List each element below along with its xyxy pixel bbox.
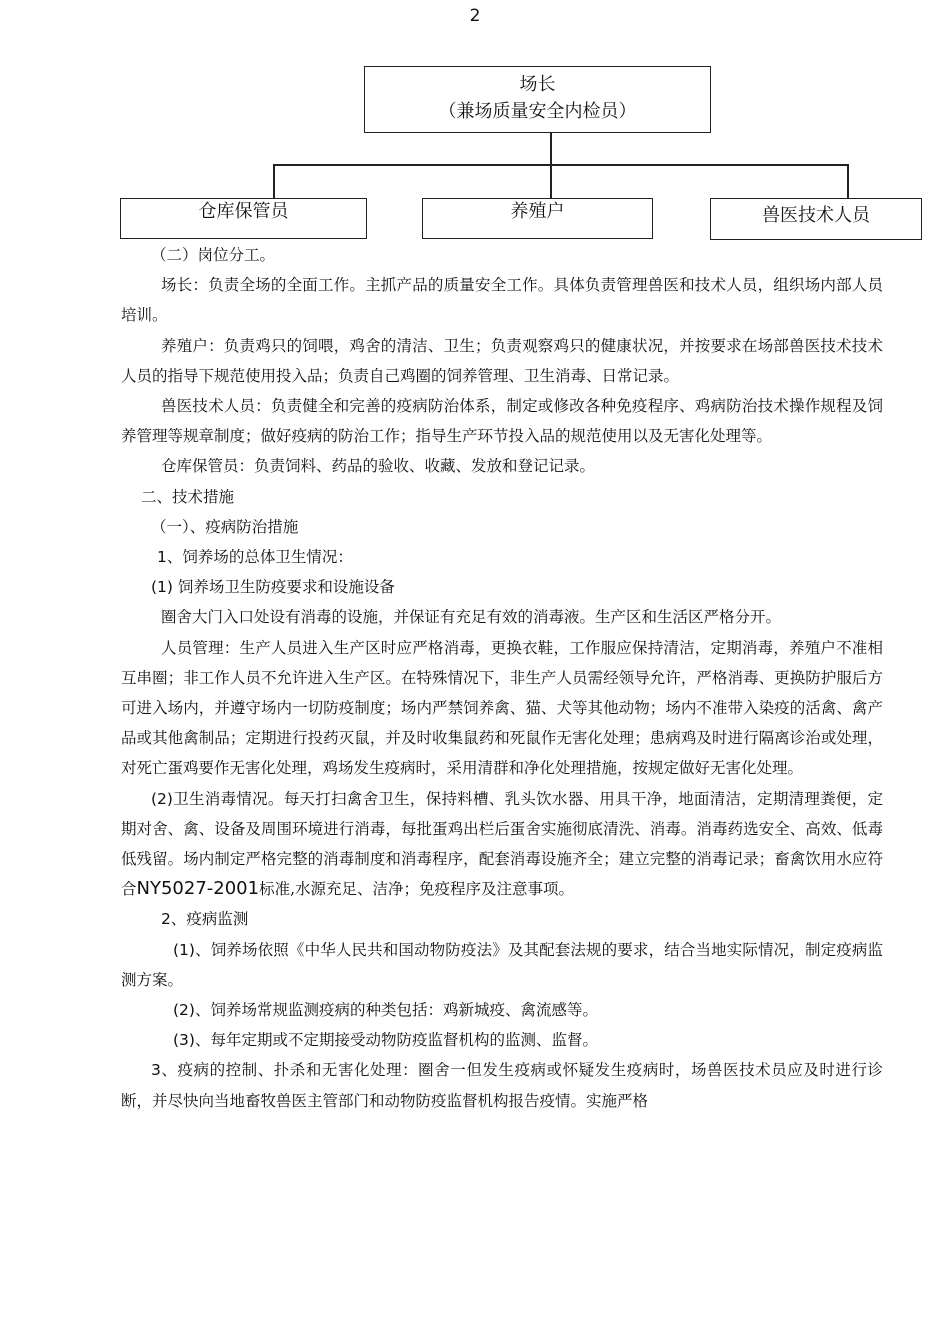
- org-chart-connector-horizontal: [273, 164, 848, 166]
- org-chart-warehouse-keeper-box: 仓库保管员: [120, 198, 367, 239]
- paragraph-personnel-management: 人员管理：生产人员进入生产区时应严格消毒，更换衣鞋，工作服应保持清洁，定期消毒，养殖户不准相互串圈；非工作人员不允许进入生产区。在特殊情况下，非生产人员需经领导允许，严格消毒、更换防护服后方可进入场内，并遵守场内一切防疫制度；场内严禁饲养禽、猫、犬等其他动物；场内不准带入染疫的活禽、禽产品或其他禽制品；定期进行投药灭鼠，并及时收集鼠药和死鼠作无害化处理；患病鸡及时进行隔离诊治或处理，对死亡蛋鸡要作无害化处理，鸡场发生疫病时，采用清群和净化处理措施，按规定做好无害化处理。: [121, 638, 883, 778]
- paragraph-sanitation: (2)卫生消毒情况。每天打扫禽舍卫生，保持料槽、乳头饮水器、用具干净，地面清洁，定期清理粪便，定期对舍、禽、设备及周围环境进行消毒，每批蛋鸡出栏后蛋舍实施彻底清洗、消毒。消毒药选安全、高效、低毒低残留。场内制定严格完整的消毒制度和消毒程序，配套消毒设施齐全；建立完整的消毒记录；畜禽饮用水应符合NY5027-2001标准,水源充足、洁净；免疫程序及注意事项。: [121, 789, 883, 900]
- document-body: [121, 240, 883, 1116]
- org-chart-connector-right: [847, 164, 849, 199]
- item-monitoring-plan: (1)、饲养场依照《中华人民共和国动物防疫法》及其配套法规的要求，结合当地实际情况，制定疫病监测方案。: [121, 940, 883, 989]
- section-heading-disease-prevention: （一）、疫病防治措施: [151, 517, 299, 536]
- paragraph-entrance-disinfection: 圈舍大门入口处设有消毒的设施，并保证有充足有效的消毒液。生产区和生活区严格分开。: [161, 608, 782, 627]
- org-chart-farmer-box: 养殖户: [422, 198, 653, 239]
- item-disease-monitoring: 2、疫病监测: [161, 910, 249, 929]
- org-chart-connector-left: [273, 164, 275, 199]
- section-heading-duties: （二）岗位分工。: [151, 246, 276, 264]
- paragraph-keeper-duties: 仓库保管员：负责饲料、药品的验收、收藏、发放和登记记录。: [161, 457, 596, 476]
- item-number: (2): [151, 789, 173, 808]
- org-chart-connector-vertical: [550, 133, 552, 165]
- item-monitoring-types: (2)、饲养场常规监测疫病的种类包括：鸡新城疫、禽流感等。: [173, 1001, 598, 1020]
- paragraph-director-duties: 场长：负责全场的全面工作。主抓产品的质量安全工作。具体负责管理兽医和技术人员，组织场内部人员培训。: [121, 276, 883, 325]
- paragraph-farmer-duties: 养殖户：负责鸡只的饲喂，鸡舍的清洁、卫生；负责观察鸡只的健康状况，并按要求在场部兽医技术技术人员的指导下规范使用投入品；负责自己鸡圈的饲养管理、卫生消毒、日常记录。: [121, 336, 883, 385]
- paragraph-vet-duties: 兽医技术人员：负责健全和完善的疫病防治体系，制定或修改各种免疫程序、鸡病防治技术操作规程及饲养管理等规章制度；做好疫病的防治工作；指导生产环节投入品的规范使用以及无害化处理等。: [121, 397, 883, 446]
- section-heading-technical-measures: 二、技术措施: [141, 487, 235, 506]
- standard-code: NY5027-2001: [136, 878, 260, 900]
- paragraph-disease-control: 3、疫病的控制、扑杀和无害化处理：圈舍一但发生疫病或怀疑发生疫病时，场兽医技术员应及时进行诊断，并尽快向当地畜牧兽医主管部门和动物防疫监督机构报告疫情。实施严格: [121, 1061, 883, 1110]
- item-monitoring-inspection: (3)、每年定期或不定期接受动物防疫监督机构的监测、监督。: [173, 1031, 598, 1050]
- org-chart-connector-middle: [550, 164, 552, 199]
- item-hygiene-requirements: (1) 饲养场卫生防疫要求和设施设备: [151, 578, 395, 597]
- org-chart-director-box: [364, 66, 711, 133]
- item-overall-hygiene: 1、饲养场的总体卫生情况：: [157, 548, 353, 567]
- org-chart-vet-technician-box: 兽医技术人员: [710, 198, 922, 240]
- org-chart-director-title: 场长: [519, 74, 556, 95]
- page-number: 2: [469, 6, 481, 26]
- org-chart-director-subtitle: （兼场质量安全内检员）: [438, 101, 637, 122]
